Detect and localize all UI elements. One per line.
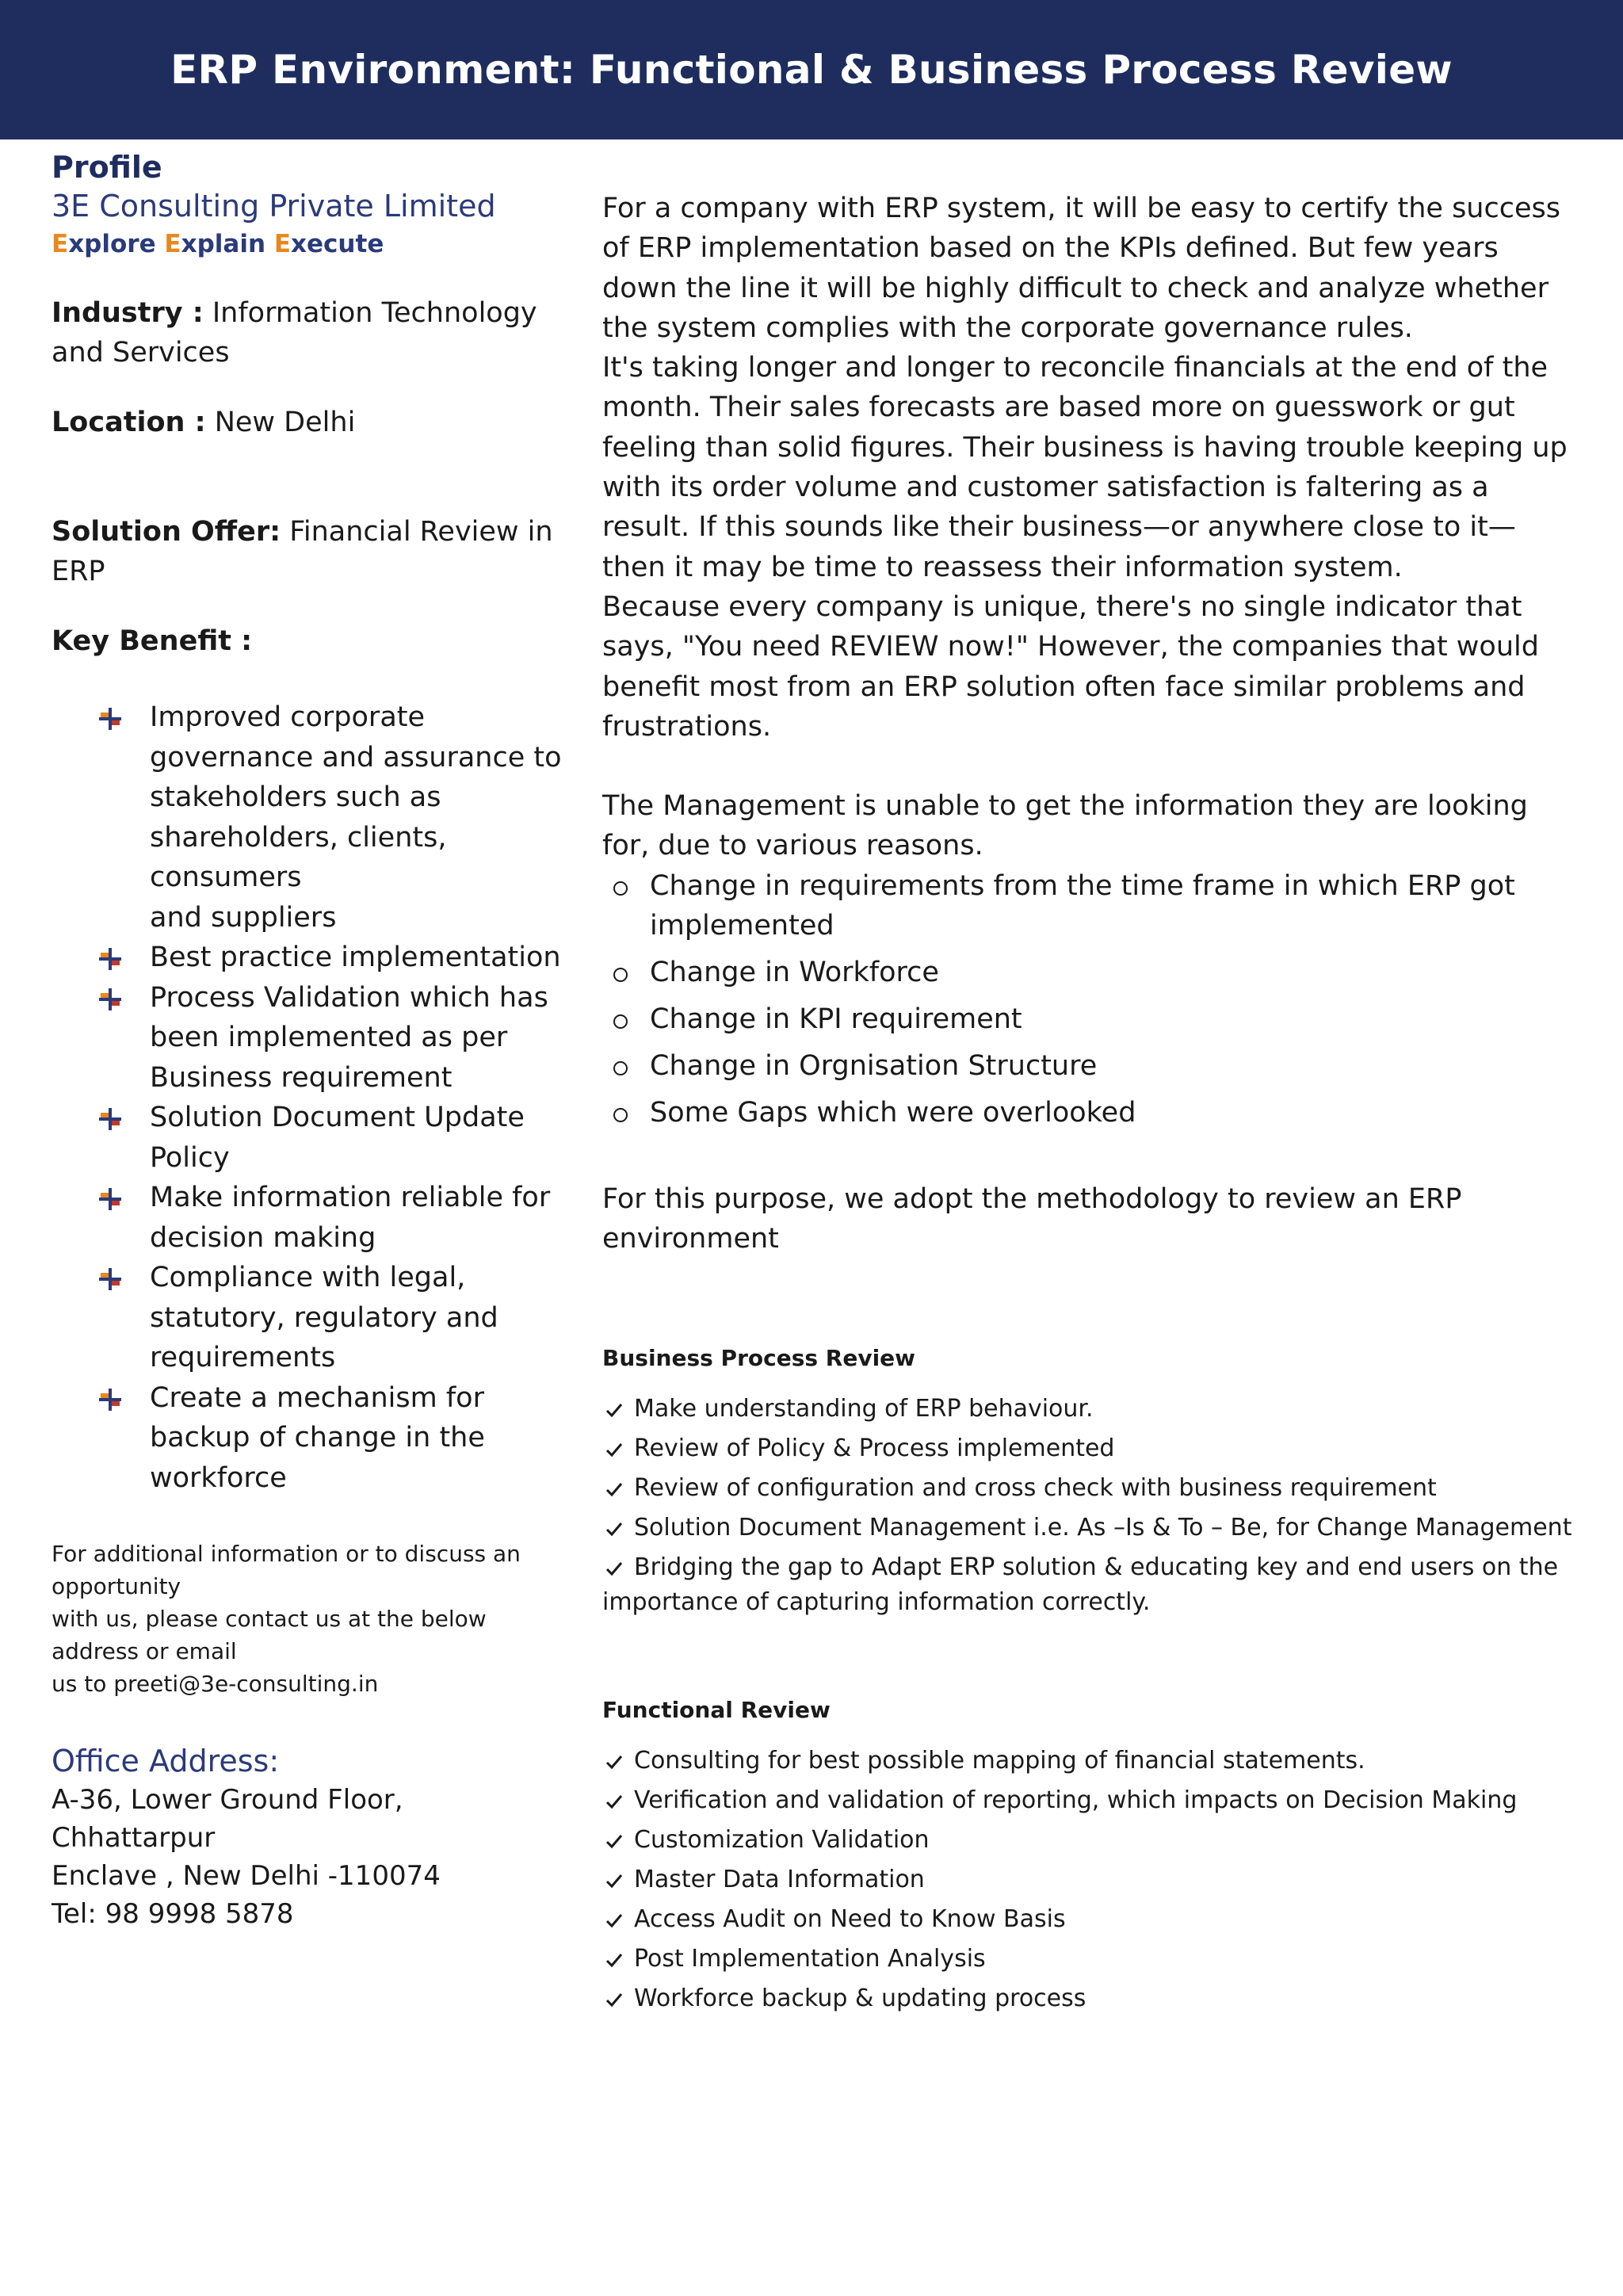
header-banner	[0, 0, 1623, 139]
circle-bullet-icon	[613, 1108, 628, 1122]
intro-paragraph-1: For a company with ERP system, it will be easy to certify the success of ERP implementation based on the KPIs defined. But few years down the line it will be highly difficult to check and analyze whether the system complies with the corporate governance rules.	[602, 193, 1560, 344]
office-address: A-36, Lower Ground Floor, Chhattarpur Enclave , New Delhi -110074 Tel: 98 9998 5878	[52, 1781, 575, 1933]
benefit-item: Process Validation which has been implemented as per Business requirement	[52, 978, 575, 1098]
intro-paragraph-4: The Management is unable to get the information they are looking for, due to various reasons.	[602, 790, 1528, 862]
contact-text: For additional information or to discuss an opportunity with us, please contact us at the below address or email us to preeti@3e-consulting.in	[52, 1538, 575, 1700]
checkmark-icon	[605, 1873, 623, 1889]
business-review-list	[602, 1392, 1573, 1620]
benefit-item: Create a mechanism for backup of change in the workforce	[52, 1378, 575, 1499]
business-process-review-heading: Business Process Review	[602, 1345, 916, 1372]
solution-field	[52, 512, 575, 591]
profile-heading: Profile	[52, 150, 162, 185]
benefit-item-continuation: and suppliers	[150, 901, 337, 934]
company-name: 3E Consulting Private Limited	[52, 189, 496, 223]
contact-email: us to preeti@3e-consulting.in	[52, 1671, 379, 1697]
functional-review-list	[602, 1744, 1573, 2016]
business-review-item: Solution Document Management i.e. As –Is & To – Be, for Change Management	[602, 1511, 1573, 1545]
key-benefit-heading: Key Benefit :	[52, 625, 253, 657]
office-phone: Tel: 98 9998 5878	[52, 1898, 294, 1930]
left-column	[52, 149, 575, 1933]
industry-value: Information Technology and Services	[52, 297, 537, 369]
intro-paragraph-2: It's taking longer and longer to reconcile financials at the end of the month. Their sales forecasts are based more on guesswork or gut feeling than solid figures. Their business is having trouble keeping up with its order volume and customer satisfaction is faltering as a result. If this sounds like their business—or anywhere close to it—then it may be time to reassess their information system.	[602, 352, 1568, 583]
circle-bullet-icon	[613, 968, 628, 982]
reason-item: Change in Workforce	[602, 953, 1573, 992]
checkmark-icon	[605, 1521, 623, 1537]
location-value: New Delhi	[205, 407, 356, 438]
solution-label: Solution Offer:	[52, 516, 281, 548]
functional-review-item: Post Implementation Analysis	[602, 1942, 1573, 1977]
industry-label: Industry :	[52, 297, 204, 329]
business-review-item: Review of configuration and cross check with business requirement	[602, 1471, 1573, 1506]
pushpin-bullet-icon	[97, 706, 123, 732]
pushpin-bullet-icon	[97, 1186, 123, 1212]
right-column	[602, 189, 1573, 2021]
business-review-item: Review of Policy & Process implemented	[602, 1431, 1573, 1466]
office-address-heading: Office Address:	[52, 1744, 280, 1778]
checkmark-icon	[605, 1794, 623, 1809]
reasons-list	[602, 866, 1573, 1133]
benefit-item: Improved corporate governance and assurance to stakeholders such as shareholders, clients, consumers	[52, 697, 575, 898]
company-tagline-logo: Explore Explain Execute	[52, 230, 384, 258]
page-title: ERP Environment: Functional & Business Process Review	[170, 47, 1453, 93]
pushpin-bullet-icon	[97, 1266, 123, 1292]
pushpin-bullet-icon	[97, 1387, 123, 1412]
pushpin-bullet-icon	[97, 1106, 123, 1132]
functional-review-item: Master Data Information	[602, 1862, 1573, 1897]
solution-value: Financial Review in ERP	[52, 516, 553, 587]
circle-bullet-icon	[613, 881, 628, 896]
reason-item: Some Gaps which were overlooked	[602, 1093, 1573, 1133]
reason-item: Change in KPI requirement	[602, 999, 1573, 1039]
pushpin-bullet-icon	[97, 946, 123, 972]
intro-paragraph-3: Because every company is unique, there's no single indicator that says, "You need REVIEW now!" However, the companies that would benefit most from an ERP solution often face similar problems and frustrations.	[602, 590, 1539, 743]
checkmark-icon	[605, 1992, 623, 2008]
circle-bullet-icon	[613, 1061, 628, 1075]
reason-item: Change in Orgnisation Structure	[602, 1046, 1573, 1086]
checkmark-icon	[605, 1402, 623, 1418]
functional-review-item: Consulting for best possible mapping of financial statements.	[602, 1744, 1573, 1778]
benefits-list	[52, 697, 575, 1498]
checkmark-icon	[605, 1561, 623, 1576]
functional-review-item: Customization Validation	[602, 1823, 1573, 1858]
reason-item: Change in requirements from the time frame in which ERP got implemented	[602, 866, 1573, 946]
pushpin-bullet-icon	[97, 987, 123, 1012]
checkmark-icon	[605, 1833, 623, 1849]
benefit-item: Solution Document Update Policy	[52, 1098, 575, 1178]
benefit-item: Make information reliable for decision making	[52, 1178, 575, 1258]
checkmark-icon	[605, 1952, 623, 1968]
business-review-item: Bridging the gap to Adapt ERP solution & educating key and end users on the importance of capturing information correctly.	[602, 1553, 1559, 1617]
functional-review-item: Verification and validation of reporting, which impacts on Decision Making	[602, 1783, 1573, 1818]
checkmark-icon	[605, 1442, 623, 1457]
checkmark-icon	[605, 1481, 623, 1497]
checkmark-icon	[605, 1912, 623, 1928]
benefit-item: Best practice implementation	[52, 938, 575, 978]
business-review-item: Make understanding of ERP behaviour.	[602, 1392, 1573, 1427]
purpose-paragraph: For this purpose, we adopt the methodology to review an ERP environment	[602, 1182, 1462, 1255]
checkmark-icon	[605, 1754, 623, 1770]
functional-review-item: Access Audit on Need to Know Basis	[602, 1902, 1573, 1937]
location-field	[52, 403, 575, 442]
location-label: Location :	[52, 407, 206, 438]
circle-bullet-icon	[613, 1014, 628, 1029]
functional-review-item: Workforce backup & updating process	[602, 1981, 1573, 2016]
functional-review-heading: Functional Review	[602, 1697, 831, 1724]
industry-field	[52, 293, 575, 372]
benefit-item: Compliance with legal, statutory, regulatory and requirements	[52, 1258, 575, 1378]
